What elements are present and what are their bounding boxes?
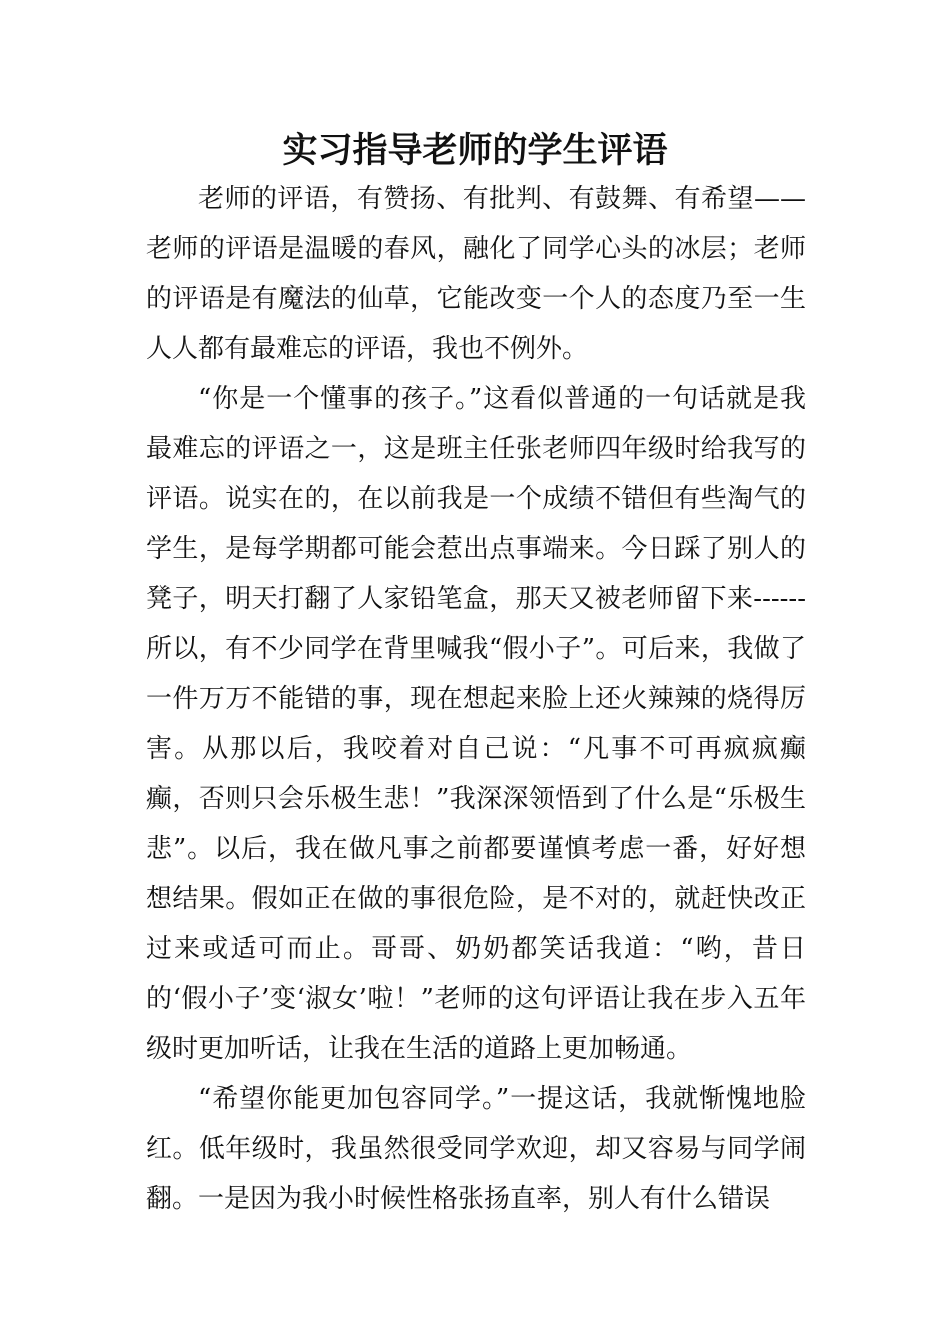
document-body (146, 174, 806, 1224)
paragraph: 老师的评语，有赞扬、有批判、有鼓舞、有希望——老师的评语是温暖的春风，融化了同学心头的冰层；老师的评语是有魔法的仙草，它能改变一个人的态度乃至一生人人都有最难忘的评语，我也不例外。 (146, 184, 806, 364)
paragraph: “你是一个懂事的孩子。”这看似普通的一句话就是我最难忘的评语之一，这是班主任张老师四年级时给我写的评语。说实在的，在以前我是一个成绩不错但有些淘气的学生，是每学期都可能会惹出点事端来。今日踩了别人的凳子，明天打翻了人家铅笔盒，那天又被老师留下来------所以，有不少同学在背里喊我“假小子”。可后来，我做了一件万万不能错的事，现在想起来脸上还火辣辣的烧得厉害。从那以后，我咬着对自己说：“凡事不可再疯疯癫癫，否则只会乐极生悲！”我深深领悟到了什么是“乐极生悲”。以后，我在做凡事之前都要谨慎考虑一番，好好想想结果。假如正在做的事很危险，是不对的，就赶快改正过来或适可而止。哥哥、奶奶都笑话我道：“哟，昔日的‘假小子’变‘淑女’啦！”老师的这句评语让我在步入五年级时更加听话，让我在生活的道路上更加畅通。 (146, 384, 806, 1064)
paragraph: “希望你能更加包容同学。”一提这话，我就惭愧地脸红。低年级时，我虽然很受同学欢迎，却又容易与同学闹翻。一是因为我小时候性格张扬直率，别人有什么错误 (146, 1084, 806, 1214)
document-title: 实习指导老师的学生评语 (282, 131, 668, 171)
